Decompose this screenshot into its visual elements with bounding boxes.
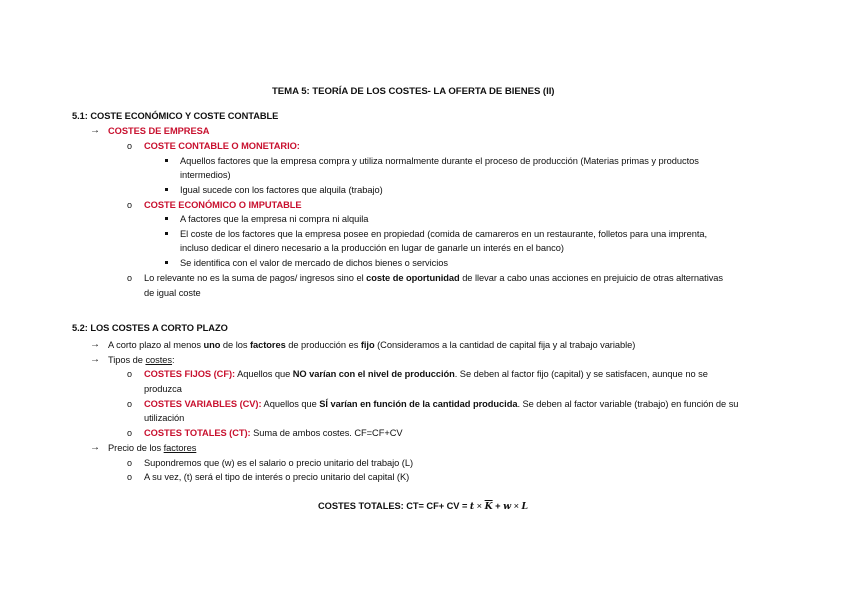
circle-bullet-icon: o <box>127 369 133 379</box>
costes-empresa-label: COSTES DE EMPRESA <box>108 126 210 136</box>
circle-bullet-icon: o <box>127 458 133 468</box>
text-span: : <box>172 355 175 365</box>
text-span: Aquellos que <box>235 369 293 379</box>
formula-l: L <box>521 501 528 512</box>
costes-variables-line-cont: utilización <box>144 413 185 423</box>
page-title: TEMA 5: TEORÍA DE LOS COSTES- LA OFERTA DE BIENES (II) <box>272 86 555 97</box>
circle-bullet-icon: o <box>127 472 133 482</box>
arrow-icon: → <box>90 339 100 350</box>
contable-bullet-2: Igual sucede con los factores que alquila (trabajo) <box>180 185 383 195</box>
arrow-icon: → <box>90 442 100 453</box>
coste-oportunidad-line <box>144 272 723 284</box>
coste-oportunidad-term: coste de oportunidad <box>366 273 460 283</box>
bold-term: uno <box>203 340 221 350</box>
square-bullet-icon <box>165 261 168 264</box>
arrow-icon: → <box>90 354 100 365</box>
circle-bullet-icon: o <box>127 200 133 210</box>
economico-bullet-2-cont: incluso dedicar el dinero necesario a la producción en lugar de ganarle un interés en el banco) <box>180 243 564 253</box>
salario-line: Supondremos que (w) es el salario o precio unitario del trabajo (L) <box>144 458 413 468</box>
economico-bullet-3: Se identifica con el valor de mercado de dichos bienes o servicios <box>180 258 449 268</box>
bold-term: SÍ varían en función de la cantidad producida <box>319 399 518 409</box>
text-span: Suma de ambos costes. CF=CF+CV <box>250 428 403 438</box>
tipos-costes-line <box>108 354 175 366</box>
text-span: . Se deben al factor fijo (capital) y se satisfacen, aunque no se <box>454 369 708 379</box>
section-heading-5-2: 5.2: LOS COSTES A CORTO PLAZO <box>72 323 228 333</box>
contable-bullet-1-cont: intermedios) <box>180 170 231 180</box>
coste-economico-label: COSTE ECONÓMICO O IMPUTABLE <box>144 200 302 210</box>
contable-bullet-1: Aquellos factores que la empresa compra y utiliza normalmente durante el proceso de producción (Materias primas y productos <box>180 156 699 166</box>
formula-k: $\overline{K}$ <box>484 501 493 512</box>
section-heading-5-1: 5.1: COSTE ECONÓMICO Y COSTE CONTABLE <box>72 111 279 121</box>
formula-operator: + <box>492 501 504 511</box>
economico-bullet-1: A factores que la empresa ni compra ni alquila <box>180 214 369 224</box>
text-span: de producción es <box>285 340 361 350</box>
formula-operator: × <box>474 501 485 511</box>
square-bullet-icon <box>165 232 168 235</box>
coste-oportunidad-line-cont: de igual coste <box>144 288 201 298</box>
text-span: Tipos de <box>108 355 146 365</box>
text-span: de los <box>220 340 250 350</box>
formula-w: w <box>503 501 512 512</box>
square-bullet-icon <box>165 159 168 162</box>
text-span: Precio de los <box>108 443 164 453</box>
square-bullet-icon <box>165 217 168 220</box>
interes-line: A su vez, (t) será el tipo de interés o precio unitario del capital (K) <box>144 472 410 482</box>
text-span: Aquellos que <box>261 399 320 409</box>
costes-fijos-label: COSTES FIJOS (CF): <box>144 369 236 379</box>
coste-contable-label: COSTE CONTABLE O MONETARIO: <box>144 141 300 151</box>
bold-term: NO varían con el nivel de producción <box>292 369 455 379</box>
text-span: A corto plazo al menos <box>108 340 204 350</box>
formula-label: COSTES TOTALES: CT= CF+ CV = <box>318 501 470 511</box>
text-span: (Consideramos a la cantidad de capital fija y al trabajo variable) <box>374 340 636 350</box>
precio-factores-line <box>108 442 196 454</box>
text-span: Lo relevante no es la suma de pagos/ ingresos sino el <box>144 273 367 283</box>
costes-totales-formula <box>318 500 528 513</box>
arrow-icon: → <box>90 125 100 136</box>
costes-variables-line <box>144 398 738 410</box>
circle-bullet-icon: o <box>127 141 133 151</box>
formula-t: t <box>469 501 475 512</box>
costes-totales-label: COSTES TOTALES (CT): <box>144 428 251 438</box>
underlined-term: factores <box>163 443 197 453</box>
bold-term: fijo <box>360 340 375 350</box>
circle-bullet-icon: o <box>127 428 133 438</box>
costes-fijos-line-cont: produzca <box>144 384 182 394</box>
economico-bullet-2: El coste de los factores que la empresa posee en propiedad (comida de camareros en un restaurante, folletos para una imprenta, <box>180 229 708 239</box>
costes-variables-label: COSTES VARIABLES (CV): <box>144 399 262 409</box>
circle-bullet-icon: o <box>127 399 133 409</box>
corto-plazo-line <box>108 339 635 351</box>
costes-fijos-line <box>144 368 708 380</box>
bold-term: factores <box>249 340 286 350</box>
costes-totales-line <box>144 427 403 439</box>
formula-operator: × <box>511 501 522 511</box>
square-bullet-icon <box>165 188 168 191</box>
circle-bullet-icon: o <box>127 273 133 283</box>
underlined-term: costes <box>145 355 173 365</box>
text-span: de llevar a cabo unas acciones en prejuicio de otras alternativas <box>459 273 724 283</box>
text-span: . Se deben al factor variable (trabajo) en función de su <box>517 399 739 409</box>
